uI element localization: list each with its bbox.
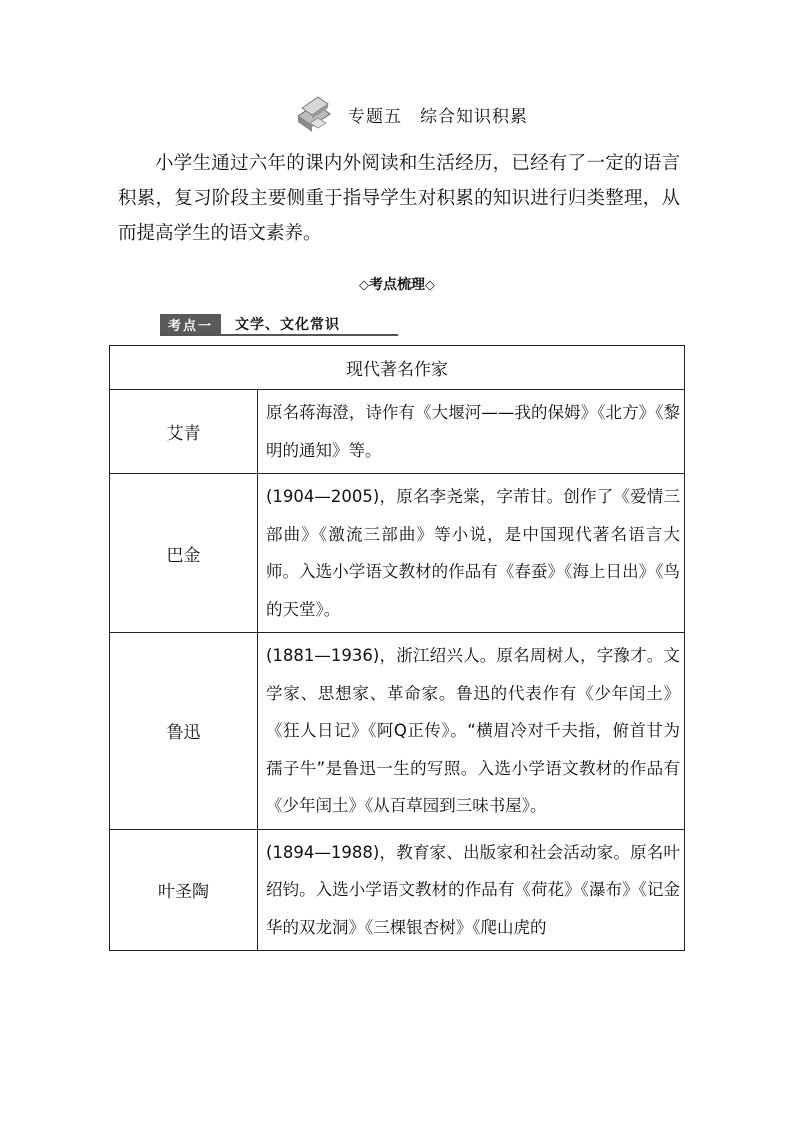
exam-point-heading xyxy=(160,314,398,336)
exam-point-title: 文学、文化常识 xyxy=(235,317,341,333)
writers-table xyxy=(109,345,685,951)
page-title: 专题五 综合知识积累 xyxy=(348,106,528,127)
writer-desc: 原名蒋海澄，诗作有《大堰河——我的保姆》《北方》《黎明的通知》等。 xyxy=(258,390,685,474)
table-row xyxy=(110,390,685,474)
writer-name: 鲁迅 xyxy=(110,633,258,830)
writer-desc: (1904—2005)，原名李尧棠，字芾甘。创作了《爱情三部曲》《激流三部曲》等小说，是中国现代著名语言大师。入选小学语文教材的作品有《春蚕》《海上日出》《鸟的天堂》。 xyxy=(258,474,685,633)
writer-desc: (1881—1936)，浙江绍兴人。原名周树人，字豫才。文学家、思想家、革命家。鲁迅的代表作有《少年闰土》《狂人日记》《阿Q正传》。“横眉冷对千夫指，俯首甘为孺子牛”是鲁迅一生的写照。入选小学语文教材的作品有《少年闰土》《从百草园到三味书屋》。 xyxy=(258,633,685,830)
section-heading xyxy=(0,274,794,294)
section-label-text: 考点梳理 xyxy=(369,277,425,293)
writer-desc: (1894—1988)，教育家、出版家和社会活动家。原名叶绍钧。入选小学语文教材的作品有《荷花》《瀑布》《记金华的双龙洞》《三棵银杏树》《爬山虎的 xyxy=(258,829,685,951)
exam-point-tag: 考点一 xyxy=(160,314,221,334)
diamond-left-icon: ◇ xyxy=(359,278,369,293)
intro-paragraph xyxy=(118,146,680,251)
table-row xyxy=(110,633,685,830)
table-header-row xyxy=(110,346,685,390)
intro-text: 小学生通过六年的课内外阅读和生活经历，已经有了一定的语言积累，复习阶段主要侧重于指导学生对积累的知识进行归类整理，从而提高学生的语文素养。 xyxy=(118,153,680,244)
table-row xyxy=(110,829,685,951)
writer-name: 叶圣陶 xyxy=(110,829,258,951)
table-header: 现代著名作家 xyxy=(110,346,685,390)
header xyxy=(294,94,528,134)
writer-name: 艾青 xyxy=(110,390,258,474)
writer-name: 巴金 xyxy=(110,474,258,633)
diamond-right-icon: ◇ xyxy=(425,278,435,293)
books-icon xyxy=(294,94,334,134)
table-row xyxy=(110,474,685,633)
